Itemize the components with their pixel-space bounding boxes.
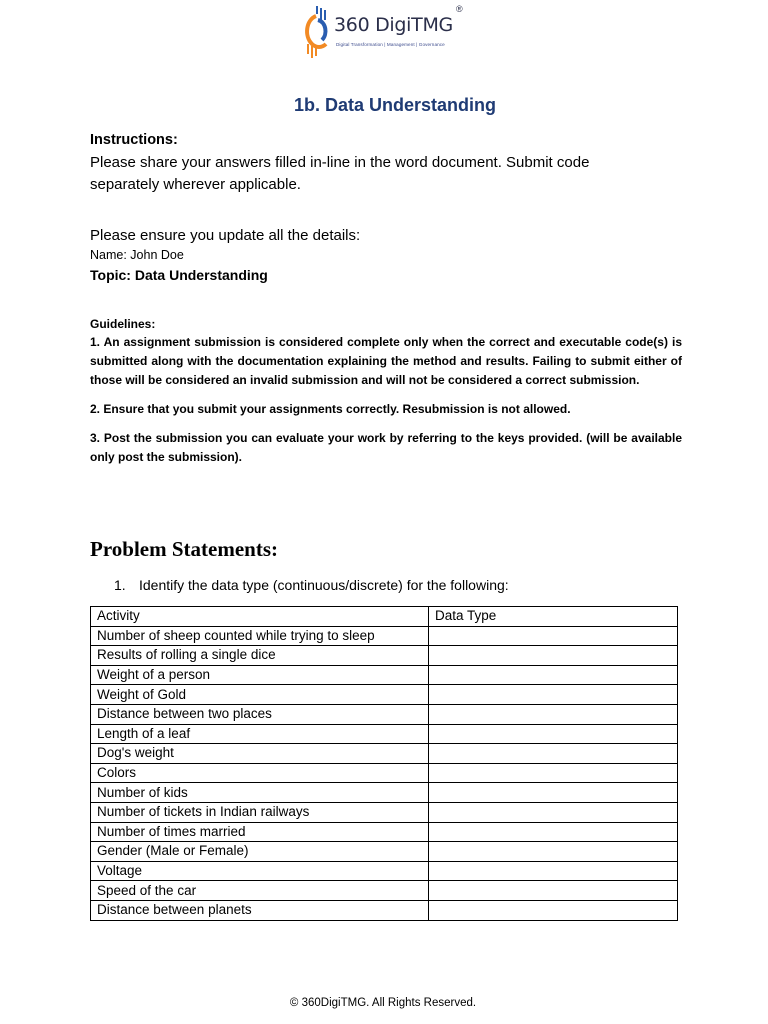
data-type-cell[interactable] [429,665,678,685]
data-type-cell[interactable] [429,900,678,920]
table-row [91,802,678,822]
topic-line: Topic: Data Understanding [90,267,268,283]
activity-cell: Dog's weight [91,744,429,764]
data-type-cell[interactable] [429,822,678,842]
activity-cell: Results of rolling a single dice [91,646,429,666]
table-row [91,881,678,901]
activity-cell: Distance between planets [91,900,429,920]
data-type-cell[interactable] [429,685,678,705]
question-number: 1. [114,577,126,593]
table-row [91,744,678,764]
table-header-row [91,607,678,627]
logo-tagline: Digital Transformation | Management | Governance [336,42,445,47]
activity-cell: Number of sheep counted while trying to sleep [91,626,429,646]
table-row [91,822,678,842]
data-type-cell[interactable] [429,881,678,901]
activity-cell: Voltage [91,861,429,881]
guideline-item: 3. Post the submission you can evaluate your work by referring to the keys provided. (will be available only post the submission). [90,431,682,464]
activity-cell: Speed of the car [91,881,429,901]
copyright-footer: © 360DigiTMG. All Rights Reserved. [289,997,477,1009]
data-type-cell[interactable] [429,861,678,881]
brand-logo [300,4,470,62]
data-type-table [90,606,678,921]
table-row [91,704,678,724]
data-type-cell[interactable] [429,646,678,666]
table-row [91,724,678,744]
logo-wordmark: 360 DigiTMG [334,14,453,36]
details-prompt: Please ensure you update all the details: [90,227,361,244]
name-field: Name: John Doe [90,248,184,262]
problem-statements-heading: Problem Statements: [90,537,278,561]
data-type-cell[interactable] [429,724,678,744]
data-type-cell[interactable] [429,626,678,646]
activity-cell: Weight of Gold [91,685,429,705]
guidelines-heading: Guidelines: [90,317,156,331]
data-type-cell[interactable] [429,744,678,764]
instructions-heading: Instructions: [90,132,178,148]
column-header-activity: Activity [91,607,429,627]
table-row [91,665,678,685]
360digitmg-logo-mark-icon [302,6,334,62]
data-type-cell[interactable] [429,802,678,822]
guideline-item: 1. An assignment submission is considered complete only when the correct and executable code(s) is submitted along with the documentation explaining the method and results. Failing to submit either of those will be considered an invalid submission and will not be considered a correct submission. [90,335,682,387]
activity-cell: Weight of a person [91,665,429,685]
guideline-item: 2. Ensure that you submit your assignments correctly. Resubmission is not allowed. [90,402,571,416]
activity-cell: Number of tickets in Indian railways [91,802,429,822]
data-type-cell[interactable] [429,842,678,862]
table-row [91,842,678,862]
activity-cell: Colors [91,763,429,783]
table-row [91,646,678,666]
registered-mark: ® [456,4,463,14]
activity-cell: Distance between two places [91,704,429,724]
question-text: Identify the data type (continuous/discrete) for the following: [139,577,509,593]
activity-cell: Gender (Male or Female) [91,842,429,862]
table-row [91,626,678,646]
document-title: 1b. Data Understanding [293,95,497,115]
question-1 [114,577,509,593]
data-type-cell[interactable] [429,763,678,783]
instructions-body: Please share your answers filled in-line in the word document. Submit code separately wherever applicable. [90,154,590,193]
activity-cell: Number of times married [91,822,429,842]
table-row [91,900,678,920]
table-row [91,763,678,783]
data-type-cell[interactable] [429,783,678,803]
table-row [91,861,678,881]
activity-cell: Length of a leaf [91,724,429,744]
data-type-cell[interactable] [429,704,678,724]
column-header-data-type: Data Type [429,607,678,627]
table-row [91,685,678,705]
table-row [91,783,678,803]
activity-cell: Number of kids [91,783,429,803]
